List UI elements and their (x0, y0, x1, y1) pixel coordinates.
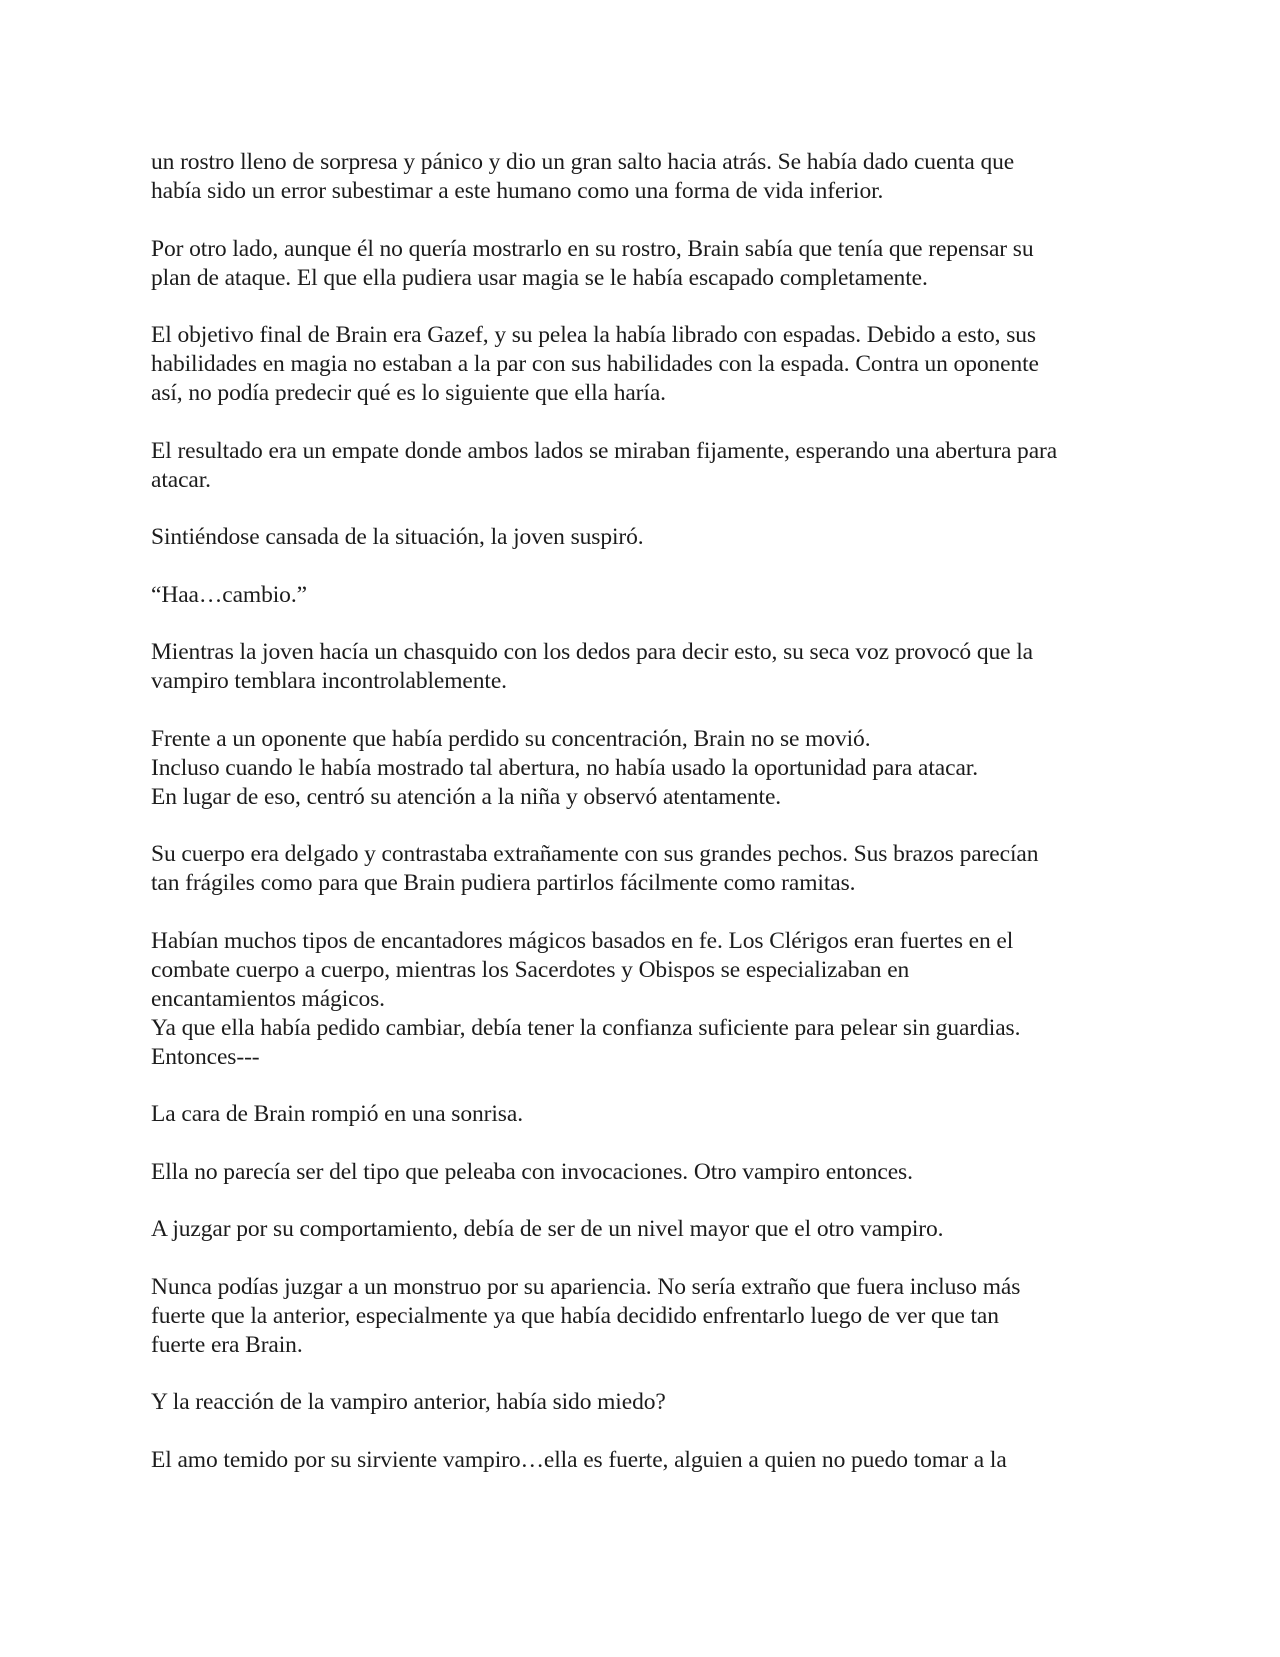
paragraph (151, 725, 1161, 812)
paragraph (151, 321, 1161, 408)
text-line: Su cuerpo era delgado y contrastaba extrañamente con sus grandes pechos. Sus brazos parecían (151, 841, 1039, 867)
paragraph (151, 148, 1161, 206)
paragraph (151, 1158, 1161, 1187)
text-line: Sintiéndose cansada de la situación, la joven suspiró. (151, 524, 644, 550)
document-body (151, 148, 1161, 1503)
text-line: La cara de Brain rompió en una sonrisa. (151, 1101, 523, 1127)
paragraph (151, 1100, 1161, 1129)
text-line: El resultado era un empate donde ambos lados se miraban fijamente, esperando una abertura para (151, 437, 1058, 464)
text-line: plan de ataque. El que ella pudiera usar magia se le había escapado completamente. (151, 264, 928, 291)
paragraph (151, 1446, 1161, 1475)
text-line: A juzgar por su comportamiento, debía de ser de un nivel mayor que el otro vampiro. (151, 1216, 944, 1242)
paragraph (151, 638, 1161, 696)
paragraph (151, 235, 1161, 293)
text-line: Incluso cuando le había mostrado tal abertura, no había usado la oportunidad para atacar. (151, 754, 978, 781)
text-line: Por otro lado, aunque él no quería mostrarlo en su rostro, Brain sabía que tenía que repensar su (151, 235, 1034, 262)
text-line: Nunca podías juzgar a un monstruo por su apariencia. No sería extraño que fuera incluso más (151, 1273, 1021, 1300)
text-line: vampiro temblara incontrolablemente. (151, 668, 507, 694)
paragraph (151, 1273, 1161, 1360)
paragraph (151, 581, 1161, 610)
text-line: Ya que ella había pedido cambiar, debía tener la confianza suficiente para pelear sin guardias. (151, 1014, 1021, 1041)
paragraph (151, 523, 1161, 552)
paragraph (151, 840, 1161, 898)
paragraph (151, 1388, 1161, 1417)
text-line: El amo temido por su sirviente vampiro…ella es fuerte, alguien a quien no puedo tomar a la (151, 1446, 1007, 1473)
paragraph (151, 437, 1161, 495)
text-line: combate cuerpo a cuerpo, mientras los Sacerdotes y Obispos se especializaban en (151, 956, 910, 983)
text-line: fuerte era Brain. (151, 1331, 303, 1358)
text-line: Entonces--- (151, 1043, 260, 1070)
text-line: tan frágiles como para que Brain pudiera partirlos fácilmente como ramitas. (151, 870, 856, 896)
text-line: Y la reacción de la vampiro anterior, había sido miedo? (151, 1389, 666, 1415)
text-line: había sido un error subestimar a este humano como una forma de vida inferior. (151, 178, 884, 204)
text-line: El objetivo final de Brain era Gazef, y su pelea la había librado con espadas. Debido a esto, sus (151, 322, 1036, 348)
text-line: atacar. (151, 466, 211, 493)
text-line: Ella no parecía ser del tipo que peleaba con invocaciones. Otro vampiro entonces. (151, 1158, 913, 1185)
text-line: Frente a un oponente que había perdido su concentración, Brain no se movió. (151, 725, 871, 752)
paragraph (151, 927, 1161, 1072)
text-line: Mientras la joven hacía un chasquido con los dedos para decir esto, su seca voz provocó que la (151, 639, 1034, 665)
text-line: encantamientos mágicos. (151, 985, 385, 1012)
text-line: fuerte que la anterior, especialmente ya que había decidido enfrentarlo luego de ver que tan (151, 1302, 999, 1329)
text-line: En lugar de eso, centró su atención a la niña y observó atentamente. (151, 783, 782, 810)
paragraph (151, 1215, 1161, 1244)
text-line: así, no podía predecir qué es lo siguiente que ella haría. (151, 380, 666, 406)
text-line: un rostro lleno de sorpresa y pánico y dio un gran salto hacia atrás. Se había dado cuenta que (151, 149, 1015, 175)
text-line: habilidades en magia no estaban a la par con sus habilidades con la espada. Contra un oponente (151, 351, 1039, 377)
text-line: Habían muchos tipos de encantadores mágicos basados en fe. Los Clérigos eran fuertes en el (151, 927, 1014, 954)
text-line: “Haa…cambio.” (151, 581, 307, 608)
